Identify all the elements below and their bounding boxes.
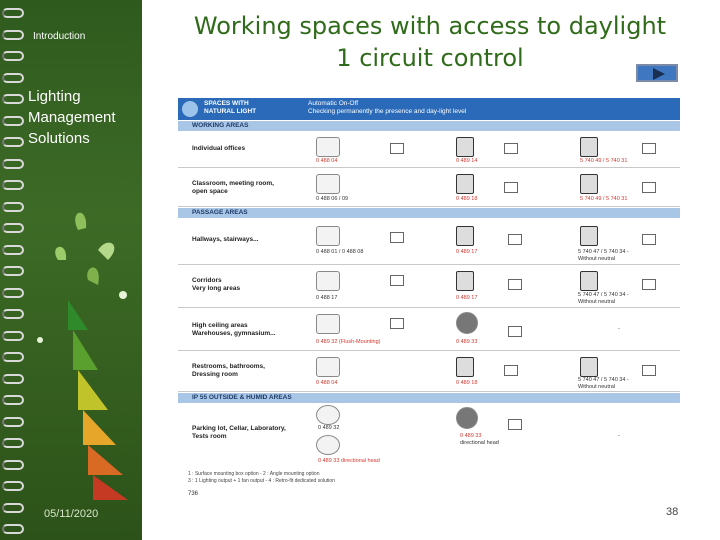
detection-zone-icon bbox=[642, 365, 656, 376]
row-label-line: Dressing room bbox=[192, 371, 238, 378]
product-code: 0 488 04 bbox=[316, 380, 338, 386]
switch-sensor-icon bbox=[580, 174, 598, 194]
product-code: 0 489 17 bbox=[456, 295, 478, 301]
table-row bbox=[178, 351, 680, 392]
binding-ring bbox=[2, 352, 24, 362]
detection-zone-icon bbox=[642, 143, 656, 154]
row-label-line: Parking lot, Cellar, Laboratory, bbox=[192, 425, 286, 432]
wall-sensor-icon bbox=[456, 357, 474, 377]
detection-zone-icon bbox=[508, 326, 522, 337]
switch-sensor-icon bbox=[580, 226, 598, 246]
wall-sensor-icon bbox=[456, 271, 474, 291]
product-code: 0 488 06 / 09 bbox=[316, 196, 349, 202]
product-code: 0 489 33 bbox=[456, 339, 478, 345]
binding-ring bbox=[2, 51, 24, 61]
section-passage-areas: PASSAGE AREAS bbox=[178, 208, 680, 218]
switch-sensor-icon bbox=[580, 357, 598, 377]
detection-zone-icon bbox=[390, 318, 404, 329]
table-row bbox=[178, 218, 680, 265]
binding-ring bbox=[2, 374, 24, 384]
product-code: 0 489 18 bbox=[456, 380, 478, 386]
binding-ring bbox=[2, 73, 24, 83]
row-label-line: open space bbox=[192, 188, 228, 195]
ceiling-sensor-icon bbox=[316, 271, 340, 291]
binding-ring bbox=[2, 395, 24, 405]
slide-page-number: 38 bbox=[666, 506, 679, 518]
product-code: 0 488 01 / 0 488 08 bbox=[316, 249, 364, 255]
table-row bbox=[178, 168, 680, 207]
product-code: 5 740 49 / 5 740 31 bbox=[580, 196, 628, 202]
leaf-decoration bbox=[28, 200, 138, 500]
product-code: 0 489 18 bbox=[456, 196, 478, 202]
footnote-line: 3 : 1 Lighting output + 1 fan output - 4 : Retro-fit dedicated solution bbox=[188, 478, 335, 484]
table-row bbox=[178, 131, 680, 168]
ceiling-sensor-icon bbox=[316, 314, 340, 334]
binding-ring bbox=[2, 94, 24, 104]
detection-zone-icon bbox=[642, 182, 656, 193]
detection-zone-icon bbox=[390, 232, 404, 243]
sidebar-section-line-1: Lighting bbox=[28, 88, 81, 105]
product-code: 0 488 17 bbox=[316, 295, 338, 301]
binding-ring bbox=[2, 159, 24, 169]
binding-ring bbox=[2, 30, 24, 40]
detection-zone-icon bbox=[508, 419, 522, 430]
wall-sensor-icon bbox=[456, 137, 474, 157]
product-code: 5 740 47 / 5 740 34 - bbox=[578, 249, 629, 255]
detection-zone-icon bbox=[390, 275, 404, 286]
ceiling-sensor-icon bbox=[316, 174, 340, 194]
binding-ring bbox=[2, 8, 24, 18]
binding-ring bbox=[2, 524, 24, 534]
sidebar-section-title bbox=[28, 86, 116, 149]
product-code: 0 489 33 bbox=[460, 433, 482, 439]
detection-zone-icon bbox=[504, 182, 518, 193]
product-note: Without neutral bbox=[578, 256, 615, 262]
row-label bbox=[192, 277, 240, 293]
outdoor-sensor-icon bbox=[316, 435, 340, 455]
table-header-control-line-2: Checking permanently the presence and day-light level bbox=[308, 108, 467, 115]
row-label-line: Classroom, meeting room, bbox=[192, 180, 274, 187]
sidebar-intro-label: Introduction bbox=[33, 31, 86, 42]
table-row bbox=[178, 308, 680, 351]
highbay-sensor-icon bbox=[456, 312, 478, 334]
row-label-line: Restrooms, bathrooms, bbox=[192, 363, 265, 370]
binding-ring bbox=[2, 245, 24, 255]
ceiling-sensor-icon bbox=[316, 226, 340, 246]
row-label bbox=[192, 322, 276, 338]
row-label-line: Corridors bbox=[192, 277, 222, 284]
sidebar-section-line-2: Management bbox=[28, 109, 116, 126]
binding-ring bbox=[2, 503, 24, 513]
detection-zone-icon bbox=[508, 279, 522, 290]
detection-zone-icon bbox=[508, 234, 522, 245]
product-code: 0 488 04 bbox=[316, 158, 338, 164]
table-row bbox=[178, 403, 680, 469]
product-code: 0 489 17 bbox=[456, 249, 478, 255]
detection-zone-icon bbox=[504, 365, 518, 376]
ceiling-sensor-icon bbox=[316, 357, 340, 377]
slide-date: 05/11/2020 bbox=[44, 508, 99, 520]
product-code: 0 489 33 directional head bbox=[318, 458, 380, 464]
table-footnotes bbox=[188, 471, 588, 485]
table-header-control bbox=[304, 98, 680, 120]
row-label-line: Tests room bbox=[192, 433, 227, 440]
product-code: 5 740 47 / 5 740 34 - bbox=[578, 377, 629, 383]
detection-zone-icon bbox=[390, 143, 404, 154]
row-label bbox=[192, 363, 265, 379]
catalog-folio: 736 bbox=[188, 491, 199, 497]
detection-zone-icon bbox=[642, 234, 656, 245]
binding-ring bbox=[2, 137, 24, 147]
product-code: 5 740 49 / 5 740 31 bbox=[580, 158, 628, 164]
table-header-spaces-line-2: NATURAL LIGHT bbox=[204, 108, 257, 115]
binding-ring bbox=[2, 417, 24, 427]
product-note: Without neutral bbox=[578, 299, 615, 305]
footnote-line: 1 : Surface mounting box option - 2 : Angle mounting option bbox=[188, 471, 320, 477]
table-row bbox=[178, 265, 680, 308]
binding-ring bbox=[2, 180, 24, 190]
product-selection-table bbox=[178, 98, 680, 497]
binding-ring bbox=[2, 331, 24, 341]
table-header-spaces bbox=[178, 98, 304, 120]
slide-title bbox=[150, 10, 710, 74]
row-label-line: Very long areas bbox=[192, 285, 241, 292]
table-header-control-line-1: Automatic On-Off bbox=[308, 100, 359, 107]
wall-sensor-icon bbox=[456, 174, 474, 194]
slide-title-line-2: 1 circuit control bbox=[336, 44, 524, 72]
detection-zone-icon bbox=[642, 279, 656, 290]
lightbulb-icon bbox=[182, 101, 198, 117]
sidebar-section-line-3: Solutions bbox=[28, 130, 90, 147]
product-code: 0 489 32 (Flush-Mounting) bbox=[316, 339, 381, 345]
binding-ring bbox=[2, 438, 24, 448]
row-label-line: Warehouses, gymnasium... bbox=[192, 330, 276, 337]
binding-ring bbox=[2, 481, 24, 491]
binding-ring bbox=[2, 223, 24, 233]
binding-ring bbox=[2, 288, 24, 298]
row-label: Individual offices bbox=[192, 145, 246, 152]
product-note: Without neutral bbox=[578, 384, 615, 390]
product-code: - bbox=[618, 326, 620, 332]
product-code: 0 489 32 bbox=[318, 425, 340, 431]
row-label: Hallways, stairways... bbox=[192, 236, 259, 243]
switch-sensor-icon bbox=[580, 137, 598, 157]
switch-sensor-icon bbox=[580, 271, 598, 291]
spiral-binding bbox=[0, 0, 26, 540]
binding-ring bbox=[2, 460, 24, 470]
binding-ring bbox=[2, 202, 24, 212]
outdoor-sensor-icon bbox=[316, 405, 340, 425]
binding-ring bbox=[2, 309, 24, 319]
ceiling-sensor-icon bbox=[316, 137, 340, 157]
outdoor-highbay-sensor-icon bbox=[456, 407, 478, 429]
product-note: directional head bbox=[460, 440, 499, 446]
row-label bbox=[192, 425, 286, 441]
row-label bbox=[192, 180, 274, 196]
product-code: - bbox=[618, 433, 620, 439]
section-outside-humid-areas: IP 55 OUTSIDE & HUMID AREAS bbox=[178, 393, 680, 403]
sidebar-panel bbox=[0, 0, 142, 540]
section-working-areas: WORKING AREAS bbox=[178, 121, 680, 131]
play-button[interactable] bbox=[636, 64, 678, 82]
row-label-line: High ceiling areas bbox=[192, 322, 248, 329]
binding-ring bbox=[2, 266, 24, 276]
binding-ring bbox=[2, 116, 24, 126]
table-header-spaces-line-1: SPACES WITH bbox=[204, 100, 249, 107]
product-code: 0 489 14 bbox=[456, 158, 478, 164]
slide-title-line-1: Working spaces with access to daylight bbox=[193, 12, 667, 40]
product-code: 5 740 47 / 5 740 34 - bbox=[578, 292, 629, 298]
detection-zone-icon bbox=[504, 143, 518, 154]
wall-sensor-icon bbox=[456, 226, 474, 246]
